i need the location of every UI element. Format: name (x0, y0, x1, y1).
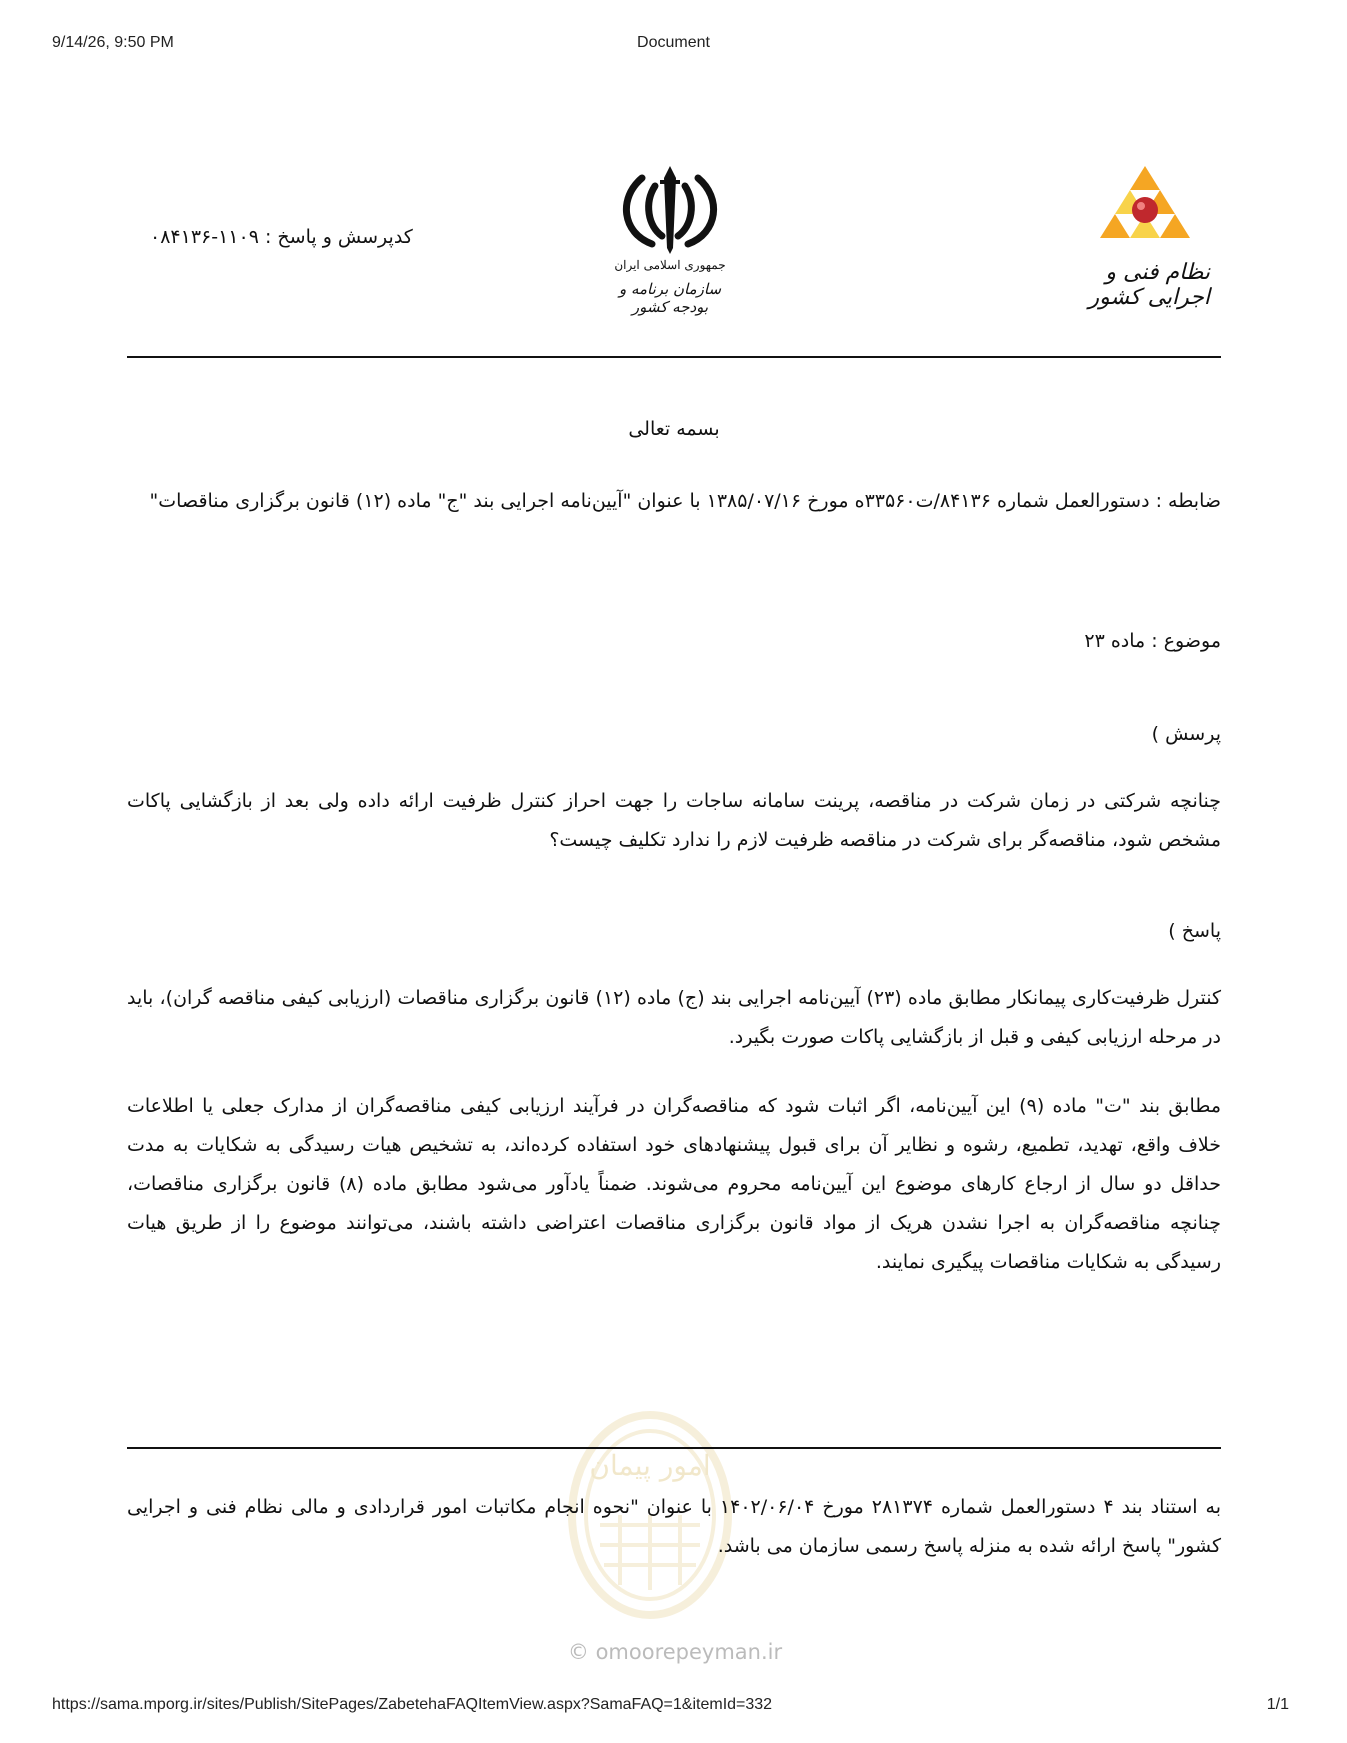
watermark-site-text: omoorepeyman.ir (595, 1640, 783, 1664)
letterhead (0, 150, 1347, 325)
print-datetime: 9/14/26, 9:50 PM (52, 34, 174, 51)
brand-caption: نظام فنی و اجرایی کشور (1088, 260, 1210, 310)
footnote: به استناد بند ۴ دستورالعمل شماره ۲۸۱۳۷۴ مورخ ۱۴۰۲/۰۶/۰۴ با عنوان "نحوه انجام مکاتبات امور قراردادی و مالی نظام فنی و اجرایی کشور" پاسخ ارائه شده به منزله پاسخ رسمی سازمان می باشد. (127, 1496, 1221, 1557)
qa-code: کدپرسش و پاسخ : ۱۱۰۹-۰۸۴۱۳۶ (150, 226, 413, 248)
answer-label: پاسخ ) (1168, 920, 1221, 942)
print-header (0, 34, 1347, 58)
header-divider (127, 356, 1221, 358)
emblem-line2: سازمان برنامه و بودجه کشور (618, 280, 722, 316)
iran-emblem-icon (600, 158, 740, 258)
copyright-icon: © (567, 1640, 589, 1664)
print-footer (0, 1696, 1347, 1720)
footer-divider (127, 1447, 1221, 1449)
print-url[interactable]: https://sama.mporg.ir/sites/Publish/SitePages/ZabetehaFAQItemView.aspx?SamaFAQ=1&itemId=332 (52, 1696, 773, 1713)
print-page-number: 1/1 (1266, 1696, 1289, 1713)
answer-paragraph-2: مطابق بند "ت" ماده (۹) این آیین‌نامه، اگر اثبات شود که مناقصه‌گران در فرآیند ارزیابی کیفی مناقصه‌گران از مدارک جعلی یا اطلاعات خلاف واقع، تهدید، تطمیع، رشوه و نظایر آن برای قبول پیشنهادهای خود استفاده کرده‌اند، به تشخیص هیات رسیدگی به شکایات به مدت حداقل دو سال از ارجاع کارهای موضوع این آیین‌نامه محروم می‌شوند. ضمناً یادآور می‌شود مطابق ماده (۸) قانون برگزاری مناقصات، چنانچه مناقصه‌گران به اجرا نشدن هریک از مواد قانون برگزاری مناقصات اعتراضی داشته باشند، می‌توانند موضوع را از طریق هیات رسیدگی به شکایات مناقصات پیگیری نمایند. (127, 1095, 1221, 1273)
iran-emblem (600, 158, 740, 316)
emblem-line1: جمهوری اسلامی ایران (614, 258, 726, 272)
subject-line: موضوع : ماده ۲۳ (1084, 630, 1221, 652)
zabeteh-line: ضابطه : دستورالعمل شماره ۸۴۱۳۶/ت۳۳۵۶۰ه مورخ ۱۳۸۵/۰۷/۱۶ با عنوان "آیین‌نامه اجرایی بند "ج" ماده (۱۲) قانون برگزاری مناقصات" (149, 490, 1221, 512)
brand-logo (1060, 160, 1210, 310)
brand-pyramid-icon (1060, 160, 1210, 260)
watermark-site (565, 1640, 785, 1664)
question-text: چنانچه شرکتی در زمان شرکت در مناقصه، پرینت سامانه ساجات را جهت احراز کنترل ظرفیت ارائه داده ولی بعد از بازگشایی پاکات مشخص شود، مناقصه‌گر برای شرکت در مناقصه ظرفیت لازم را ندارد تکلیف چیست؟ (127, 790, 1221, 851)
bismillah: بسمه تعالی (628, 418, 720, 440)
question-label: پرسش ) (1151, 723, 1221, 745)
print-title: Document (637, 34, 710, 51)
watermark-text: امور پیمان (589, 1449, 711, 1482)
answer-paragraph-1: کنترل ظرفیت‌کاری پیمانکار مطابق ماده (۲۳) آیین‌نامه اجرایی بند (ج) ماده (۱۲) قانون برگزاری مناقصات (ارزیابی کیفی مناقصه گران)، باید در مرحله ارزیابی کیفی و قبل از بازگشایی پاکات صورت بگیرد. (127, 987, 1221, 1048)
